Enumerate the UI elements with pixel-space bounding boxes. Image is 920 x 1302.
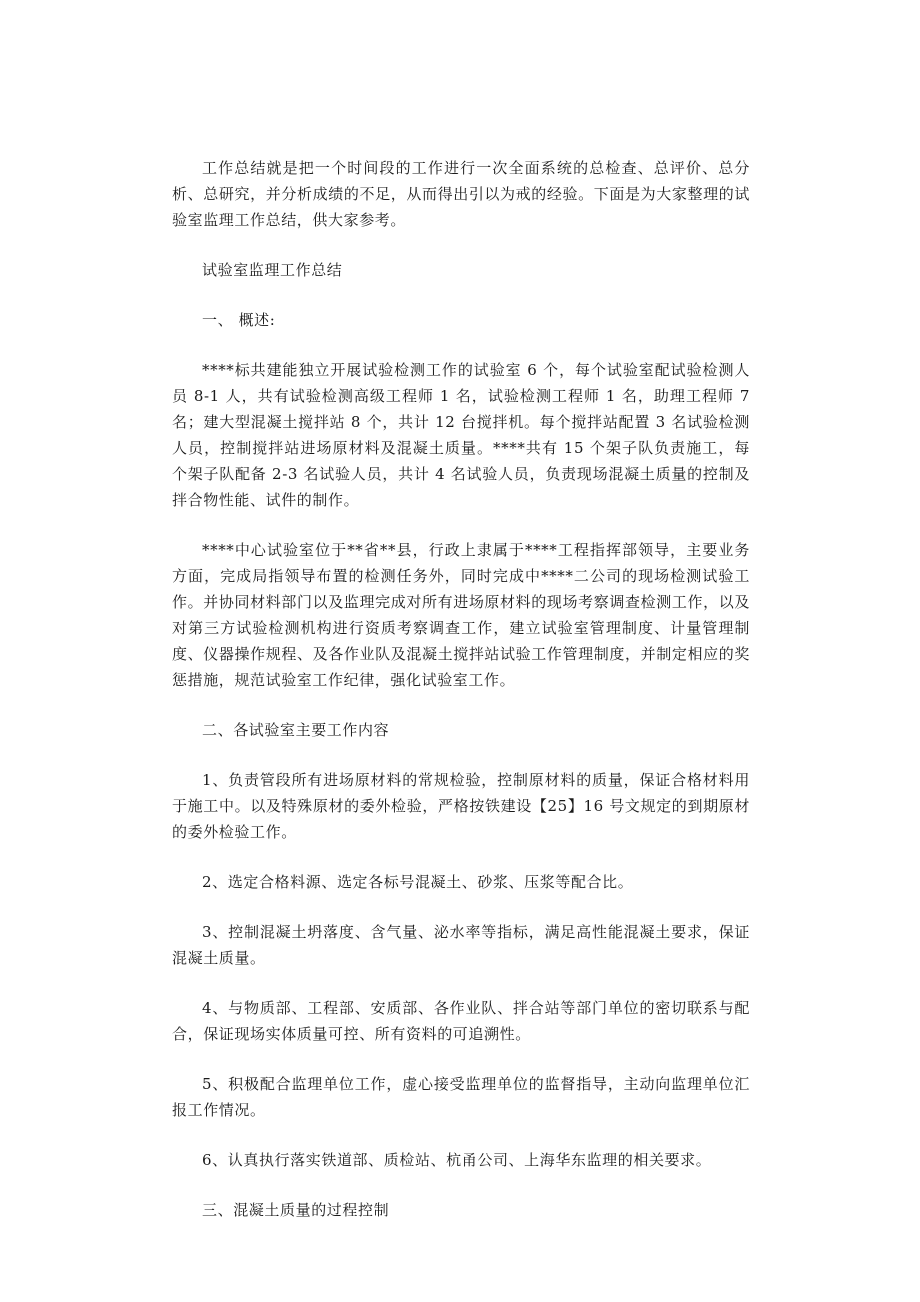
document-title: 试验室监理工作总结 <box>202 261 343 279</box>
document-page <box>172 155 750 1247</box>
section-2-item: 5、积极配合监理单位工作，虚心接受监理单位的监督指导，主动向监理单位汇报工作情况。 <box>172 1075 750 1119</box>
section-2-item: 2、选定合格料源、选定各标号混凝土、砂浆、压浆等配合比。 <box>202 873 634 891</box>
section-2-item: 4、与物质部、工程部、安质部、各作业队、拌合站等部门单位的密切联系与配合，保证现场实体质量可控、所有资料的可追溯性。 <box>172 999 750 1043</box>
section-1-paragraph: ****中心试验室位于**省**县，行政上隶属于****工程指挥部领导，主要业务方面，完成局指领导布置的检测任务外，同时完成中****二公司的现场检测试验工作。并协同材料部门以及监理完成对所有进场原材料的现场考察调查检测工作，以及对第三方试验检测机构进行资质考察调查工作，建立试验室管理制度、计量管理制度、仪器操作规程、及各作业队及混凝土搅拌站试验工作管理制度，并制定相应的奖惩措施，规范试验室工作纪律，强化试验室工作。 <box>172 541 750 689</box>
section-2-item: 3、控制混凝土坍落度、含气量、泌水率等指标，满足高性能混凝土要求，保证混凝土质量。 <box>172 923 750 967</box>
intro-paragraph: 工作总结就是把一个时间段的工作进行一次全面系统的总检查、总评价、总分析、总研究，并分析成绩的不足，从而得出引以为戒的经验。下面是为大家整理的试验室监理工作总结，供大家参考。 <box>172 159 750 229</box>
section-2-heading: 二、各试验室主要工作内容 <box>202 721 390 739</box>
section-1-paragraph: ****标共建能独立开展试验检测工作的试验室 6 个，每个试验室配试验检测人员 8-1 人，共有试验检测高级工程师 1 名，试验检测工程师 1 名，助理工程师 7 名；建大型混凝土搅拌站 8 个，共计 12 台搅拌机。每个搅拌站配置 3 名试验检测人员，控制搅拌站进场原材料及混凝土质量。****共有 15 个架子队负责施工，每个架子队配备 2-3 名试验人员，共计 4 名试验人员，负责现场混凝土质量的控制及拌合物性能、试件的制作。 <box>172 361 750 509</box>
section-3-heading: 三、混凝土质量的过程控制 <box>202 1201 390 1219</box>
section-2-item: 1、负责管段所有进场原材料的常规检验，控制原材料的质量，保证合格材料用于施工中。以及特殊原材的委外检验，严格按铁建设【25】16 号文规定的到期原材的委外检验工作。 <box>172 771 750 841</box>
section-1-heading: 一、 概述: <box>202 311 276 329</box>
section-2-item: 6、认真执行落实铁道部、质检站、杭甬公司、上海华东监理的相关要求。 <box>202 1151 712 1169</box>
